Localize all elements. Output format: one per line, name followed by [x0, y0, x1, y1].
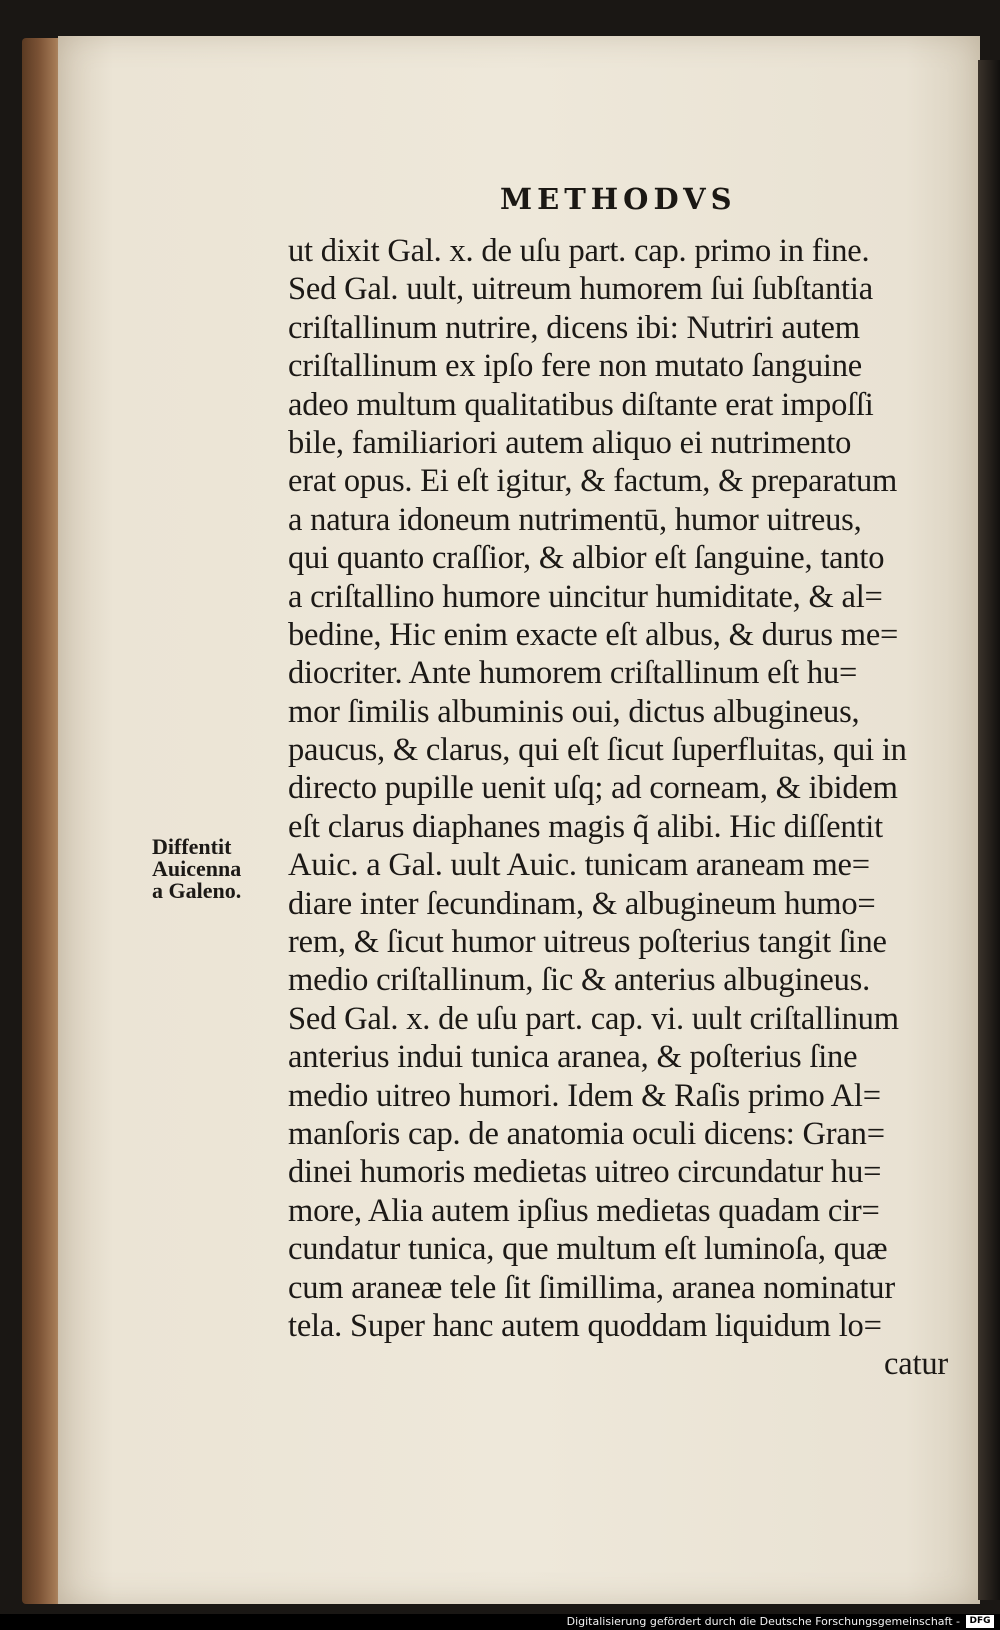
text-line: dinei humoris medietas uitreo circundatur hu= — [288, 1154, 882, 1191]
text-line: rem, & ſicut humor uitreus poſterius tangit ſine — [288, 924, 887, 961]
text-line: a criſtallino humore uincitur humiditate, & al= — [288, 578, 883, 615]
text-line: bedine, Hic enim exacte eſt albus, & durus me= — [288, 616, 899, 653]
margin-note — [152, 836, 282, 902]
catchword: catur — [884, 1346, 948, 1383]
running-head: METHODVS — [500, 182, 737, 216]
text-line: qui quanto craſſior, & albior eſt ſanguine, tanto — [288, 540, 885, 577]
text-line: directo pupille uenit uſq; ad corneam, & ibidem — [288, 770, 898, 807]
main-text — [288, 232, 968, 1384]
margin-note-line: a Galeno. — [152, 878, 242, 903]
text-line: adeo multum qualitatibus diſtante erat impoſſi — [288, 386, 874, 423]
text-line: cum araneæ tele ſit ſimillima, aranea nominatur — [288, 1269, 895, 1306]
text-line: criſtallinum ex ipſo fere non mutato ſanguine — [288, 348, 863, 385]
text-line: a natura idoneum nutrimentū, humor uitreus, — [288, 501, 862, 538]
text-line: anterius indui tunica aranea, & poſterius ſine — [288, 1039, 858, 1076]
text-line: ut dixit Gal. x. de uſu part. cap. primo in fine. — [288, 233, 870, 269]
text-line: medio criſtallinum, ſic & anterius albugineus. — [288, 962, 870, 999]
text-line: Sed Gal. x. de uſu part. cap. vi. uult criſtallinum — [288, 1000, 899, 1037]
margin-note-line: Diffentit — [152, 834, 232, 859]
text-line: cundatur tunica, que multum eſt luminoſa, quæ — [288, 1231, 888, 1268]
text-line: diare inter ſecundinam, & albugineum humo= — [288, 885, 876, 922]
text-line: mor ſimilis albuminis oui, dictus albugineus, — [288, 693, 860, 730]
dfg-logo: DFG — [966, 1615, 994, 1628]
text-line: bile, familiariori autem aliquo ei nutrimento — [288, 424, 852, 461]
text-line: Auic. a Gal. uult Auic. tunicam araneam me= — [288, 847, 870, 884]
text-line: tela. Super hanc autem quoddam liquidum lo= — [288, 1307, 882, 1344]
text-line: diocriter. Ante humorem criſtallinum eſt hu= — [288, 655, 858, 692]
margin-note-line: Auicenna — [152, 856, 242, 881]
text-line: erat opus. Ei eſt igitur, & factum, & preparatum — [288, 463, 898, 500]
digitization-credit: Digitalisierung gefördert durch die Deutsche Forschungsgemeinschaft - — [566, 1615, 960, 1628]
page-right-edge — [978, 60, 1000, 1600]
text-line: medio uitreo humori. Idem & Raſis primo Al= — [288, 1077, 881, 1114]
text-line: more, Alia autem ipſius medietas quadam cir= — [288, 1192, 880, 1229]
text-line: Sed Gal. uult, uitreum humorem ſui ſubſtantia — [288, 271, 873, 308]
text-line: eſt clarus diaphanes magis q̃ alibi. Hic diſſentit — [288, 808, 883, 845]
text-line: criſtallinum nutrire, dicens ibi: Nutriri autem — [288, 309, 860, 346]
text-line: manſoris cap. de anatomia oculi dicens: Gran= — [288, 1115, 885, 1152]
text-line: paucus, & clarus, qui eſt ſicut ſuperfluitas, qui in — [288, 732, 907, 769]
